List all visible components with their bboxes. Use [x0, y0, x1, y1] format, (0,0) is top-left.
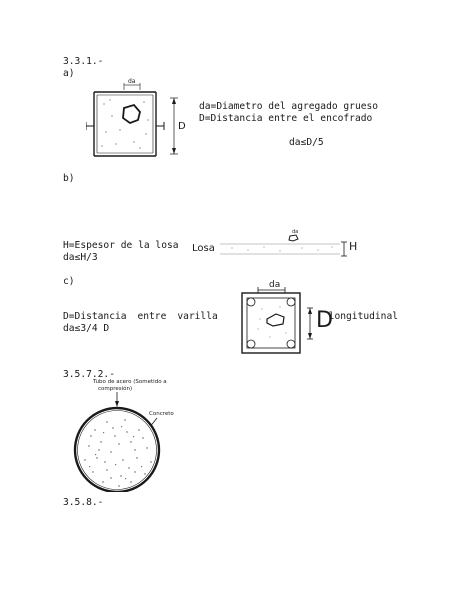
- concrete-label: Concreto: [149, 411, 174, 417]
- slab-H-label: H: [349, 240, 358, 253]
- steel-tube-label-line1: Tubo de acero (Sometido a: [93, 379, 167, 385]
- slab-da-label: da: [292, 229, 299, 235]
- subsection-c-label: c): [63, 276, 75, 287]
- subsection-b-label: b): [63, 173, 75, 184]
- column-D-label: D: [316, 308, 333, 333]
- slab-losa-label: Losa: [192, 243, 215, 254]
- definition-word-3: varilla: [177, 311, 218, 322]
- column-da-label: da: [269, 280, 281, 290]
- definition-da: da=Diametro del agregado grueso: [199, 101, 379, 112]
- section-heading-3-5-8: 3.5.8.-: [63, 497, 104, 508]
- steel-tube-label-line2: compresión): [98, 386, 133, 392]
- section-heading-3-3-1: 3.3.1.-: [63, 56, 104, 67]
- rule-da-3-4-D: da≤3/4 D: [63, 323, 110, 334]
- definition-D-rebar: [63, 311, 398, 323]
- rule-da-H3: da≤H/3: [63, 252, 98, 263]
- rule-da-D5: da≤D/5: [289, 137, 324, 148]
- definition-word-2: entre: [137, 311, 167, 322]
- definition-word-4: longitudinal: [328, 311, 398, 322]
- subsection-a-label: a): [63, 68, 75, 79]
- steel-tube-section-figure: [65, 392, 175, 492]
- section-heading-3-5-7-2: 3.5.7.2.-: [63, 369, 115, 380]
- formwork-D-label: D: [178, 121, 186, 132]
- definition-D: D=Distancia entre el encofrado: [199, 113, 373, 124]
- formwork-da-label: da: [128, 78, 136, 85]
- definition-H: H=Espesor de la losa: [63, 240, 179, 251]
- definition-word-1: D=Distancia: [63, 311, 127, 322]
- slab-figure: [218, 234, 348, 258]
